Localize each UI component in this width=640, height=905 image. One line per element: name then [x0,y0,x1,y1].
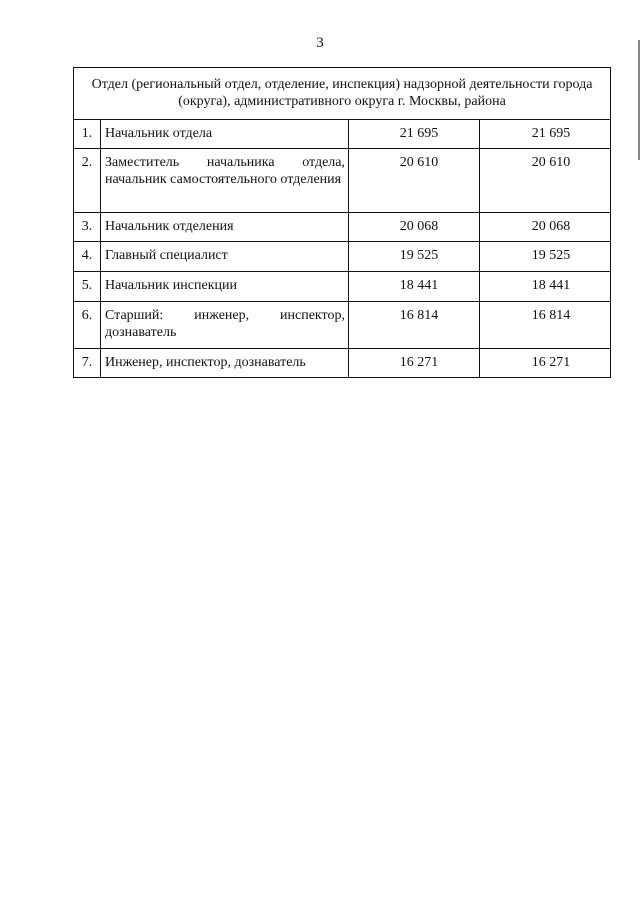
position-title: Старший: инженер, инспектор, дознаватель [101,302,349,349]
salary-table [73,67,611,378]
salary-value-2: 20 610 [480,149,611,213]
salary-value-2: 16 271 [480,349,611,378]
salary-value-2: 16 814 [480,302,611,349]
table-row [74,272,611,302]
salary-value: 16 271 [349,349,480,378]
row-number: 5. [74,272,101,302]
table-row [74,213,611,242]
salary-value-2: 19 525 [480,242,611,272]
position-title: Главный специалист [101,242,349,272]
table-row [74,120,611,149]
salary-value-2: 20 068 [480,213,611,242]
position-title: Начальник отделения [101,213,349,242]
table-row [74,349,611,378]
table-row [74,302,611,349]
row-number: 2. [74,149,101,213]
position-title: Заместитель начальника отдела, начальник самостоятельного отделения [101,149,349,213]
salary-value: 20 610 [349,149,480,213]
table-header: Отдел (региональный отдел, отделение, инспекция) надзорной деятельности города (округа), административного округа г. Москвы, района [74,68,611,120]
position-title: Инженер, инспектор, дознаватель [101,349,349,378]
salary-value: 20 068 [349,213,480,242]
salary-value: 16 814 [349,302,480,349]
salary-value-2: 18 441 [480,272,611,302]
row-number: 4. [74,242,101,272]
table-row [74,149,611,213]
salary-value: 21 695 [349,120,480,149]
row-number: 6. [74,302,101,349]
salary-value: 18 441 [349,272,480,302]
row-number: 1. [74,120,101,149]
position-title: Начальник отдела [101,120,349,149]
table-row [74,242,611,272]
position-title: Начальник инспекции [101,272,349,302]
salary-value: 19 525 [349,242,480,272]
row-number: 3. [74,213,101,242]
table-header-row [74,68,611,120]
salary-value-2: 21 695 [480,120,611,149]
page-number: 3 [316,35,324,51]
row-number: 7. [74,349,101,378]
